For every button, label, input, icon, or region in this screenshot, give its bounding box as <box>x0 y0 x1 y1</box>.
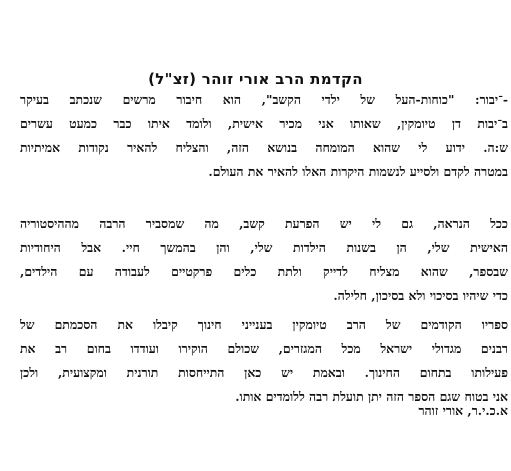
signature: א.כ.י.ר, אורי זוהר <box>418 403 508 418</box>
paragraph-line: האישית שלי, הן בשנות הילדות שלי, והן בהמשך חיי. אבל היחודיות <box>20 240 508 255</box>
paragraph-line: -־יבור: "כוחות-העל של ילדי הקשב", הוא חיבור מרשים שנכתב בעיקר <box>20 92 508 107</box>
paragraph-line: ב־יבות דן טיומקין, שאותו אני מכיר אישית, ולומד איתו כבר כמעט עשרים <box>20 116 508 131</box>
paragraph-line: ש:ה. ידוע לי שהוא המומחה בנושא הזה, והצליח להאיר נקודות אמיתיות <box>20 140 508 155</box>
page-title: הקדמת הרב אורי זוהר (זצ"ל) <box>148 70 363 88</box>
paragraph-1 <box>20 88 508 184</box>
paragraph-line: פעילותו בתחום החינוך. ובאמת יש כאן התייחסות תורנית ומקצועית, ולכן <box>20 365 508 380</box>
paragraph-line: כדי שיהיו בסיכוי ולא בסיכון, חלילה. <box>333 288 508 303</box>
paragraph-line: במטרה לקדם ולסייע לנשמות היקרות האלו להאיר את העולם. <box>208 164 508 179</box>
paragraph-line: שבספר, שהוא מצליח לדייק ולתת כלים פרקטיים לעבודה עם הילדים, <box>20 264 508 279</box>
paragraph-line: ספריו הקודמים של הרב טיומקין בענייני חינוך קיבלו את הסכמתם של <box>20 317 508 332</box>
paragraph-3 <box>20 313 508 409</box>
paragraph-line: אני בטוח שגם הספר הזה יתן תועלת רבה ללומדים אותו. <box>235 389 508 404</box>
paragraph-line: רבנים מגדולי ישראל מכל המגזרים, שכולם הוקירו ועודדו בחום רב את <box>20 341 508 356</box>
paragraph-2 <box>20 212 508 308</box>
paragraph-line: ככל הנראה, גם לי יש הפרעת קשב, מה שמסביר הרבה מההיסטוריה <box>20 216 508 231</box>
